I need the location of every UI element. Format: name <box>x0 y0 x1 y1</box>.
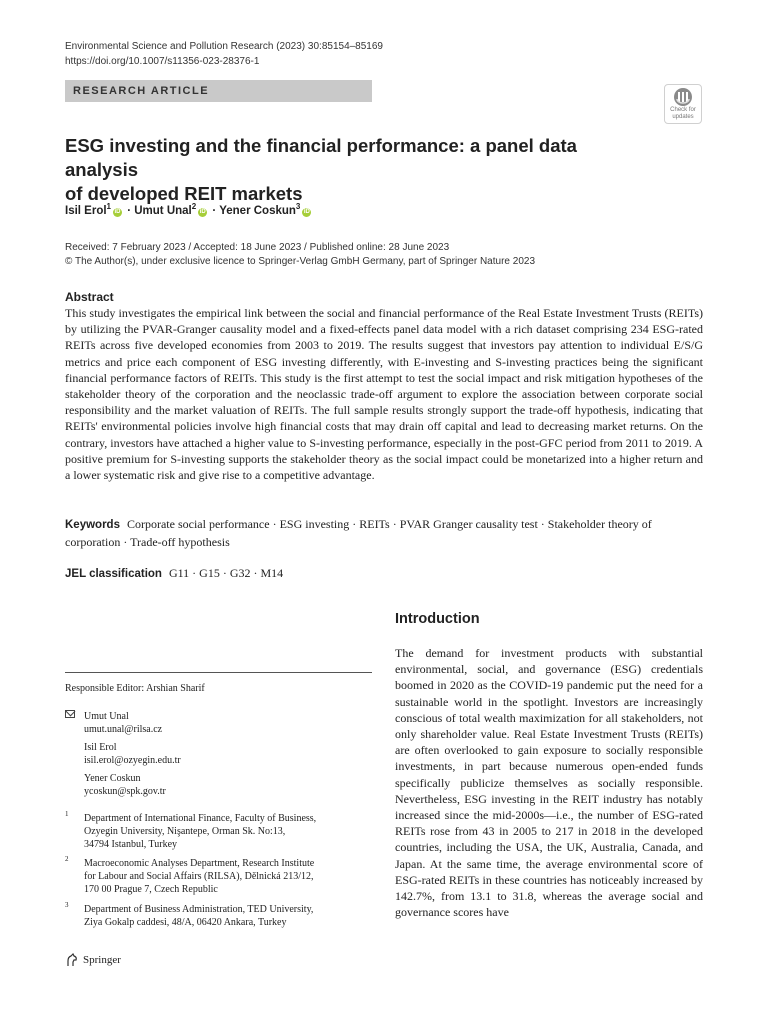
affiliation-number: 1 <box>65 810 69 818</box>
keywords <box>65 516 703 550</box>
doi-link[interactable]: https://doi.org/10.1007/s11356-023-28376-1 <box>65 56 260 67</box>
mail-icon[interactable] <box>65 710 75 718</box>
introduction-text: The demand for investment products with substantial environmental, social, and governance (ESG) credentials boomed in 2020 as the COVID-19 pandemic put the need for a sustainable world in the spotlight. Investors are increasingly conscious of total wealth maximization for all stakeholders, not only shareholder value. Real Estate Investment Trusts (REITs) are often overlooked to gain exposure to socially responsible investments, in part because numerous open-ended funds specifically publicize themselves as socially responsible. Nevertheless, ESG investing in the REIT industry has notably increased since the mid-2000s—i.e., the number of ESG-rated REITs rose from 43 in 2005 to 217 in 2018 in the developed countries, including the USA, the UK, Australia, Canada, and Japan. At the same time, the average environmental score of ESG-rated REITs in these countries has noticeably increased by 142.7%, from 13.1 to 31.8, whereas the average social and governance scores have <box>395 646 703 920</box>
orcid-icon[interactable]: iD <box>199 208 206 215</box>
contact-email[interactable]: ycoskun@spk.gov.tr <box>84 786 166 797</box>
article-type-label: RESEARCH ARTICLE <box>73 85 210 97</box>
contact-email[interactable]: isil.erol@ozyegin.edu.tr <box>84 755 181 766</box>
orcid-icon[interactable]: iD <box>303 208 310 215</box>
affiliation-line: Macroeconomic Analyses Department, Research Institute <box>84 858 315 869</box>
orcid-icon[interactable]: iD <box>114 208 121 215</box>
author-list: Isil Erol$^1$iD · Umut Unal$^2$iD · Yener Coskun$^3$iD <box>65 202 310 217</box>
responsible-editor: Responsible Editor: Arshian Sharif <box>65 683 205 694</box>
affiliation-line: for Labour and Social Affairs (RILSA), Dělnická 213/12, <box>84 871 314 882</box>
check-updates-text-2: updates <box>672 114 694 120</box>
dates-line: Received: 7 February 2023 / Accepted: 18 June 2023 / Published online: 28 June 2023 <box>65 242 450 253</box>
abstract-text: This study investigates the empirical link between the social and financial performance of the Real Estate Investment Trusts (REITs) by utilizing the PVAR-Granger causality model and a fixed-effects panel data model with a rich dataset comprising 234 ESG-rated REITs across five developed economies from 2003 to 2019. The results suggest that investors pay attention to individual E/S/G metrics and price each component of ESG investing differently, with E-investing and S-investing practices being the significant financial performance factors of REITs. This study is the first attempt to test the social impact and risk mitigation hypotheses of the stakeholder theory of the corporation and the neoclassic trade-off argument to explore the association between corporate social responsibility and the market valuation of REITs. The full sample results strongly support the trade-off hypothesis, indicating that REITs' environmental policies involve high financial costs that may drain off capital and lead to decreasing market returns. On the contrary, investors have attached a higher value to S-investing performance, especially in the post-GFC period from 2011 to 2019. A positive premium for S-investing supports the stakeholder theory as the social impact could be monetarized into a higher return and a lower systematic risk and give rise to a competitive advantage. <box>65 306 703 483</box>
affiliation-line: Department of International Finance, Faculty of Business, <box>84 813 317 824</box>
author-name[interactable]: Isil Erol <box>65 204 107 217</box>
check-updates-icon <box>673 87 693 107</box>
affiliation-number: 3 <box>65 901 69 909</box>
publication-dates <box>65 241 535 269</box>
contact-name: Umut Unal <box>84 711 129 722</box>
title-line-1: ESG investing and the financial performance: a panel data analysis <box>65 135 577 180</box>
keywords-text: Corporate social performance · ESG investing · REITs · PVAR Granger causality test · Stakeholder theory of corporation · Trade-off hypothesis <box>65 517 652 549</box>
keywords-label: Keywords <box>65 519 120 531</box>
introduction-heading: Introduction <box>395 611 480 627</box>
check-updates-text-1: Check for <box>670 107 696 113</box>
jel-codes: G11 · G15 · G32 · M14 <box>168 566 284 580</box>
jel-classification <box>65 566 283 581</box>
affiliation-2 <box>84 857 314 896</box>
affiliation-line: Ozyegin University, Nişantepe, Orman Sk. No:13, <box>84 826 286 837</box>
check-for-updates-button[interactable] <box>664 84 702 124</box>
contact-email[interactable]: umut.unal@rilsa.cz <box>84 724 163 735</box>
article-type-banner <box>65 80 372 102</box>
article-title <box>65 134 645 206</box>
contact-name: Isil Erol <box>84 742 117 753</box>
copyright-line: © The Author(s), under exclusive licence to Springer-Verlag GmbH Germany, part of Springer Nature 2023 <box>65 256 535 267</box>
affiliation-1 <box>84 812 316 851</box>
contact-name: Yener Coskun <box>84 773 141 784</box>
affiliation-number: 2 <box>65 855 69 863</box>
journal-citation: Environmental Science and Pollution Research (2023) 30:85154–85169 <box>65 41 383 52</box>
affiliation-line: Department of Business Administration, TED University, <box>84 904 314 915</box>
publisher-footer <box>65 953 121 967</box>
abstract-heading: Abstract <box>65 290 114 304</box>
title-line-2: of developed REIT markets <box>65 183 303 204</box>
springer-horse-icon <box>65 953 79 967</box>
footnote-divider <box>65 672 372 673</box>
affiliation-3 <box>84 903 313 929</box>
jel-label: JEL classification <box>65 568 162 580</box>
affiliation-line: 34794 Istanbul, Turkey <box>84 839 178 850</box>
author-name[interactable]: Umut Unal <box>134 204 192 217</box>
author-name[interactable]: Yener Coskun <box>219 204 296 217</box>
affiliation-line: 170 00 Prague 7, Czech Republic <box>84 884 218 895</box>
contact-block <box>84 710 181 798</box>
affiliation-line: Ziya Gokalp caddesi, 48/A, 06420 Ankara, Turkey <box>84 917 287 928</box>
author-affiliation: 2 <box>191 202 197 211</box>
author-affiliation: 3 <box>295 202 301 211</box>
author-affiliation: 1 <box>106 202 111 211</box>
publisher-name: Springer <box>83 954 121 966</box>
